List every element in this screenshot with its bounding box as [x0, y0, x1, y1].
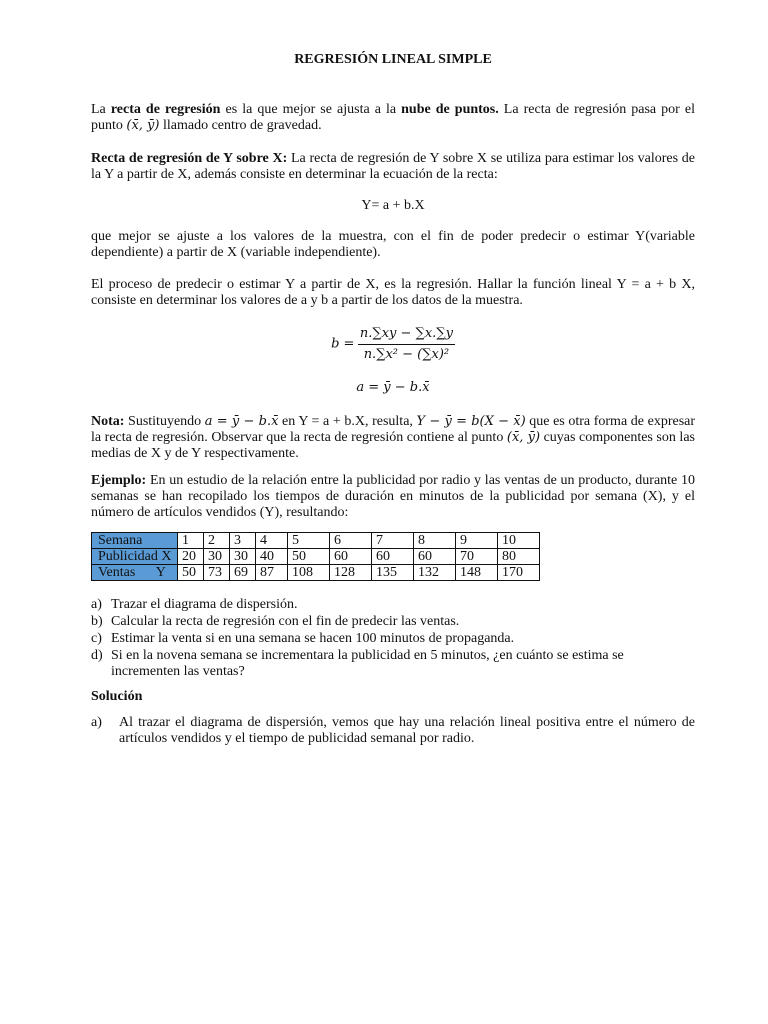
table-cell: 87	[256, 565, 288, 581]
table-row-header: Ventas Y	[92, 565, 178, 581]
table-cell: 108	[288, 565, 330, 581]
fit-paragraph: que mejor se ajuste a los valores de la muestra, con el fin de poder predecir o estimar Y(variable dependiente) a partir de X (variable independiente).	[91, 229, 695, 260]
data-table	[91, 532, 540, 581]
center-point: (x̄, ȳ)	[126, 118, 160, 133]
section-yx-text: La recta de regresión de Y sobre X se utiliza para estimar los valores de la Y a partir de X, además consiste en determinar la ecuación de la recta:	[91, 151, 695, 182]
nota-text-4: cuyas componentes son las medias de X y de Y respectivamente.	[91, 430, 695, 461]
nota-paragraph	[91, 414, 695, 462]
table-row	[92, 565, 540, 581]
nota-math-2: Y − ȳ = b(X − x̄)	[416, 414, 526, 429]
table-cell: 7	[372, 533, 414, 549]
table-cell: 5	[288, 533, 330, 549]
table-cell: 60	[414, 549, 456, 565]
section-yx-paragraph	[91, 151, 695, 183]
table-cell: 8	[414, 533, 456, 549]
nota-text-3: que es otra forma de expresar la recta de regresión. Observar que la recta de regresión contiene al punto	[91, 414, 696, 445]
formula-b	[91, 326, 695, 363]
table-cell: 132	[414, 565, 456, 581]
question-text: Estimar la venta si en una semana se hacen 100 minutos de propaganda.	[111, 631, 515, 646]
page-title: REGRESIÓN LINEAL SIMPLE	[294, 52, 492, 67]
question-text: Si en la novena semana se incrementara la publicidad en 5 minutos, ¿en cuánto se estima se incrementen las ventas?	[111, 648, 624, 679]
formula-b-lhs: b =	[331, 336, 355, 352]
table-cell: 10	[498, 533, 540, 549]
nota-text-1: Sustituyendo	[124, 414, 205, 429]
table-cell: 60	[372, 549, 414, 565]
intro-text-4: llamado centro de gravedad.	[159, 118, 322, 133]
table-row-header: Publicidad X	[92, 549, 178, 565]
table-cell: 4	[256, 533, 288, 549]
table-cell: 148	[456, 565, 498, 581]
intro-text-1: La	[91, 102, 111, 117]
intro-text-2: es la que mejor se ajusta a la	[220, 102, 402, 117]
solucion-a-text: Al trazar el diagrama de dispersión, vemos que hay una relación lineal positiva entre el número de artículos vendidos y el tiempo de publicidad semanal por radio.	[119, 715, 695, 746]
question-label: a)	[91, 597, 102, 612]
formula-b-fraction	[358, 326, 455, 363]
table-cell: 69	[230, 565, 256, 581]
table-cell: 3	[230, 533, 256, 549]
ejemplo-paragraph	[91, 473, 695, 521]
table-cell: 50	[288, 549, 330, 565]
regression-equation: Y= a + b.X	[361, 198, 425, 213]
table-row	[92, 533, 540, 549]
intro-bold-1: recta de regresión	[110, 102, 221, 117]
table-cell: 30	[230, 549, 256, 565]
table-cell: 170	[498, 565, 540, 581]
table-cell: 50	[178, 565, 204, 581]
ejemplo-text: En un estudio de la relación entre la publicidad por radio y las ventas de un producto, durante 10 semanas se han recopilado los tiempos de duración en minutos de la publicidad por semana (X), y el número de artículos vendidos (Y), resultando:	[91, 473, 695, 520]
table-row-header: Semana	[92, 533, 178, 549]
table-cell: 2	[204, 533, 230, 549]
question-label: d)	[91, 648, 103, 663]
nota-heading: Nota:	[91, 414, 125, 429]
table-cell: 1	[178, 533, 204, 549]
table-cell: 30	[204, 549, 230, 565]
table-cell: 135	[372, 565, 414, 581]
nota-text-2: en Y = a + b.X, resulta,	[278, 414, 417, 429]
ejemplo-heading: Ejemplo:	[91, 473, 147, 488]
table-cell: 40	[256, 549, 288, 565]
table-cell: 70	[456, 549, 498, 565]
process-paragraph: El proceso de predecir o estimar Y a partir de X, es la regresión. Hallar la función lineal Y = a + b X, consiste en determinar los valores de a y b a partir de los datos de la muestra.	[91, 277, 695, 308]
solucion-a-label: a)	[91, 715, 102, 730]
table-row	[92, 549, 540, 565]
question-text: Trazar el diagrama de dispersión.	[111, 597, 298, 612]
table-cell: 20	[178, 549, 204, 565]
question-label: c)	[91, 631, 102, 646]
formula-a: a = ȳ − b.x̄	[356, 380, 430, 395]
table-cell: 73	[204, 565, 230, 581]
intro-bold-2: nube de puntos.	[401, 102, 499, 117]
formula-b-numerator: n.∑xy − ∑x.∑y	[358, 326, 455, 345]
section-yx-heading: Recta de regresión de Y sobre X:	[91, 151, 288, 166]
nota-math-1: a = ȳ − b.x̄	[204, 414, 279, 429]
table-cell: 60	[330, 549, 372, 565]
table-cell: 6	[330, 533, 372, 549]
intro-text-3: La recta de regresión pasa por el punto	[91, 102, 695, 133]
solucion-heading: Solución	[91, 689, 143, 704]
intro-paragraph	[91, 102, 695, 134]
question-label: b)	[91, 614, 103, 629]
table-cell: 80	[498, 549, 540, 565]
question-text: Calcular la recta de regresión con el fin de predecir las ventas.	[111, 614, 460, 629]
table-cell: 128	[330, 565, 372, 581]
formula-b-denominator: n.∑x² − (∑x)²	[363, 347, 450, 362]
table-cell: 9	[456, 533, 498, 549]
nota-math-3: (x̄, ȳ)	[506, 430, 541, 445]
